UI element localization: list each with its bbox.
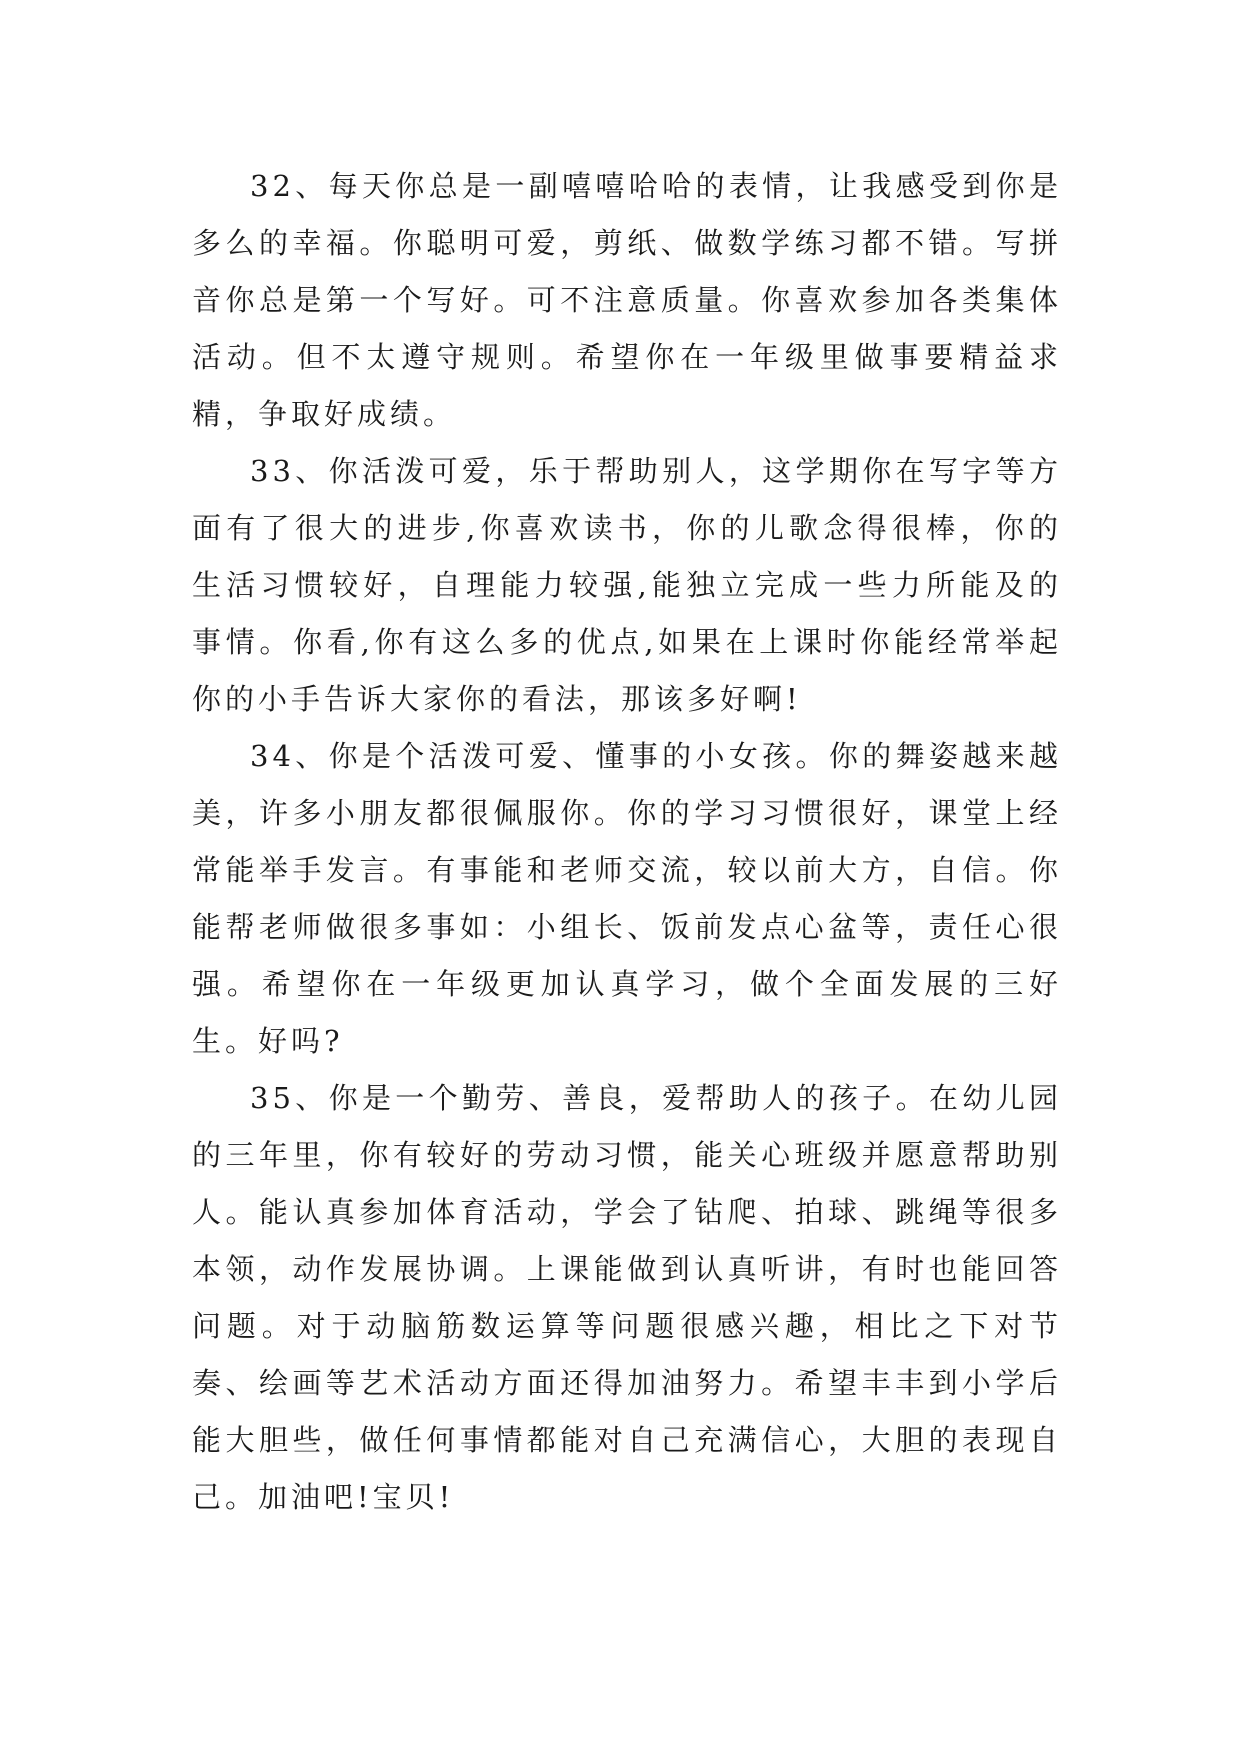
paragraph-35: 35、你是一个勤劳、善良，爱帮助人的孩子。在幼儿园的三年里，你有较好的劳动习惯，能关心班级并愿意帮助别人。能认真参加体育活动，学会了钻爬、拍球、跳绳等很多本领，动作发展协调。上课能做到认真听讲，有时也能回答问题。对于动脑筋数运算等问题很感兴趣，相比之下对节奏、绘画等艺术活动方面还得加油努力。希望丰丰到小学后能大胆些，做任何事情都能对自己充满信心，大胆的表现自己。加油吧!宝贝! [192, 1081, 1062, 1514]
paragraph-32: 32、每天你总是一副嘻嘻哈哈的表情，让我感受到你是多么的幸福。你聪明可爱，剪纸、做数学练习都不错。写拼音你总是第一个写好。可不注意质量。你喜欢参加各类集体活动。但不太遵守规则。希望你在一年级里做事要精益求精，争取好成绩。 [192, 169, 1062, 431]
document-body [192, 158, 1062, 1526]
paragraph-33: 33、你活泼可爱，乐于帮助别人，这学期你在写字等方面有了很大的进步,你喜欢读书，你的儿歌念得很棒，你的生活习惯较好，自理能力较强,能独立完成一些力所能及的事情。你看,你有这么多的优点,如果在上课时你能经常举起你的小手告诉大家你的看法，那该多好啊! [192, 454, 1062, 716]
paragraph-34: 34、你是个活泼可爱、懂事的小女孩。你的舞姿越来越美，许多小朋友都很佩服你。你的学习习惯很好，课堂上经常能举手发言。有事能和老师交流，较以前大方，自信。你能帮老师做很多事如：小组长、饭前发点心盆等，责任心很强。希望你在一年级更加认真学习，做个全面发展的三好生。好吗? [192, 739, 1062, 1058]
